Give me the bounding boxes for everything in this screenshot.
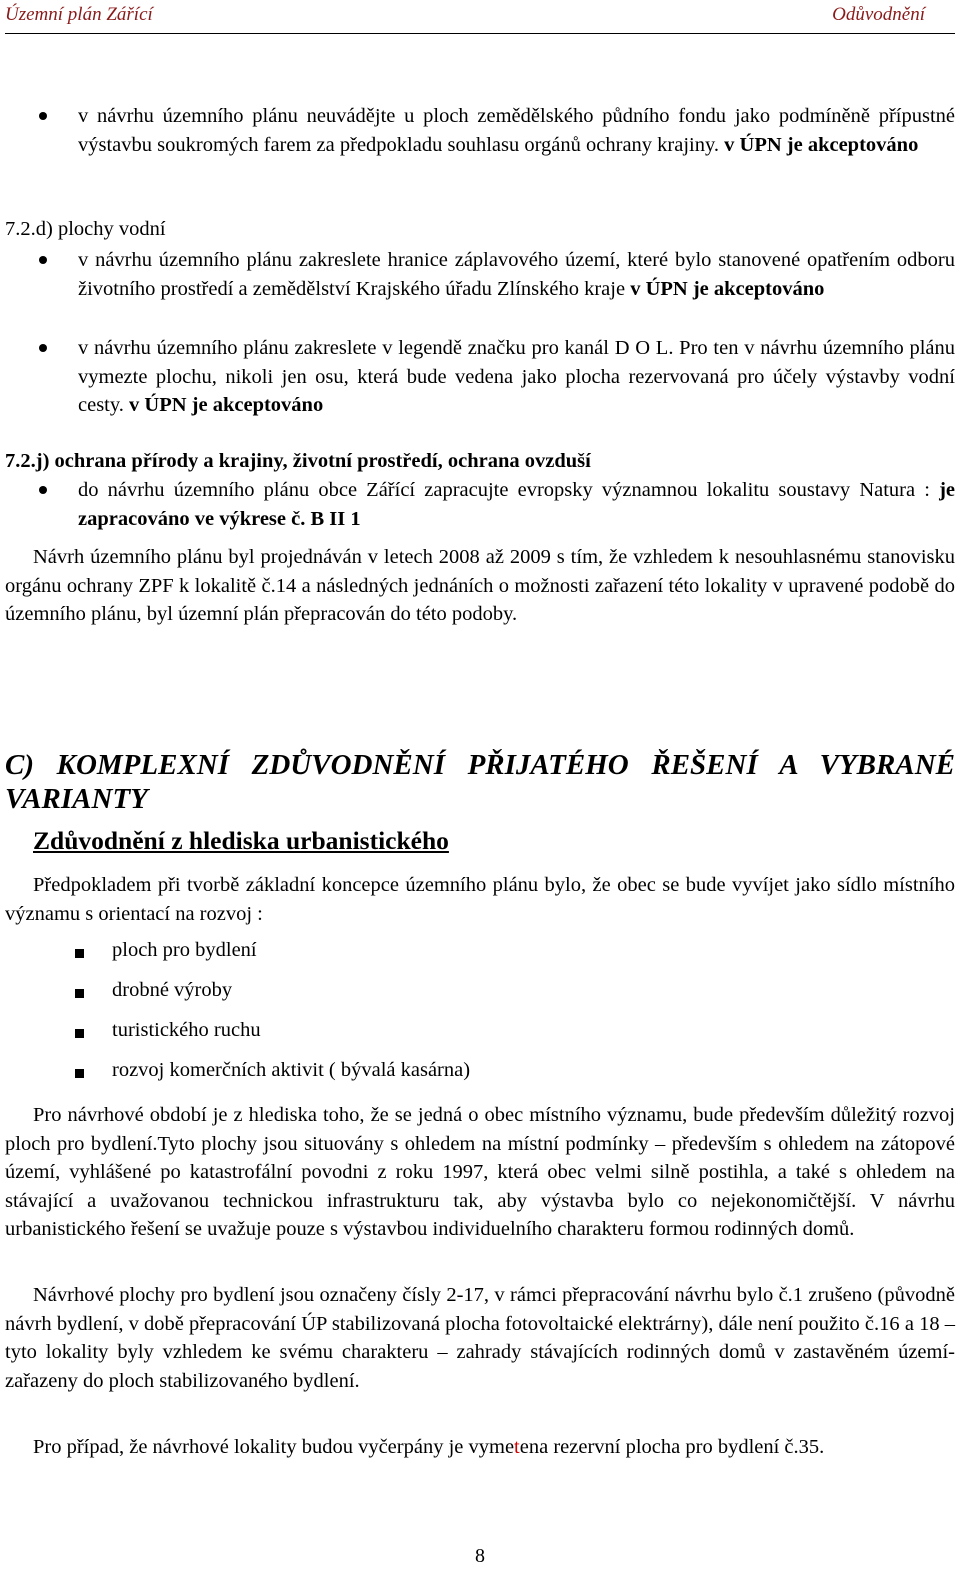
- bullet-icon: [39, 344, 47, 352]
- section-heading-text: 7.2.d) plochy vodní: [5, 218, 166, 240]
- section-heading-text: 7.2.j) ochrana přírody a krajiny, životní prostředí, ochrana ovzduší: [5, 450, 591, 472]
- list-item: drobné výroby: [112, 979, 233, 1001]
- bullet-status: v ÚPN je akceptováno: [630, 277, 825, 300]
- paragraph-text: Pro případ, že návrhové lokality budou vyčerpány je vyme: [33, 1436, 515, 1458]
- bullet-item: [5, 246, 955, 332]
- subheading: Zdůvodnění z hlediska urbanistického: [33, 826, 449, 855]
- section-heading: [5, 215, 955, 244]
- bullet-item: [5, 102, 955, 188]
- bullet-text: do návrhu územního plánu obce Zářící zapracujte evropsky významnou lokalitu soustavy Natura :: [78, 479, 930, 501]
- paragraph: Předpokladem při tvorbě základní koncepce územního plánu bylo, že obec se bude vyvíjet jako sídlo místního významu s orientací na rozvoj :: [5, 874, 955, 925]
- bullet-status: v ÚPN je akceptováno: [724, 133, 919, 156]
- bullet-status: v ÚPN je akceptováno: [129, 394, 324, 416]
- chapter-heading: C) KOMPLEXNÍ ZDŮVODNĚNÍ PŘIJATÉHO ŘEŠENÍ A VYBRANÉ VARIANTY: [5, 749, 955, 815]
- square-bullet-icon: [75, 949, 84, 958]
- bullet-text: v návrhu územního plánu neuvádějte u ploch zemědělského půdního fondu jako podmíněně přípustné výstavbu soukromých farem za předpokladu souhlasu orgánů ochrany krajiny.: [78, 105, 955, 156]
- bullet-icon: [39, 486, 47, 494]
- bullet-item: [5, 334, 955, 420]
- bullet-item: [5, 476, 955, 534]
- bullet-status: je zapracováno ve výkrese č. B II 1: [78, 479, 955, 530]
- bullet-icon: [39, 256, 47, 264]
- header-title: Územní plán Zářící: [5, 4, 153, 25]
- bullet-icon: [39, 112, 47, 120]
- bullet-text: v návrhu územního plánu zakreslete v legendě značku pro kanál D O L. Pro ten v návrhu územního plánu vymezte plochu, nikoli jen osu, která bude vedena jako plocha rezervovaná pro účely výstavby vodní cesty.: [78, 337, 955, 416]
- paragraph: Pro návrhové období je z hlediska toho, že se jedná o obec místního významu, bude především důležitý rozvoj ploch pro bydlení.Tyto plochy jsou situovány s ohledem na místní podmínky – především s ohledem na zátopové území, vyhlášené po katastrofální povodni z roku 1997, která obec velmi silně postihla, a také s ohledem na stávající a uvažovanou technickou infrastrukturu tak, aby výstavba bylo co nejekonomičtější. V návrhu urbanistického řešení se uvažuje pouze s výstavbou individuelního charakteru formou rodinných domů.: [5, 1104, 955, 1240]
- square-bullet-icon: [75, 989, 84, 998]
- paragraph: Návrhové plochy pro bydlení jsou označeny čísly 2-17, v rámci přepracování návrhu bylo č.1 zrušeno (původně návrh bydlení, v době přepracování ÚP stabilizovaná plocha fotovoltaické elektrárny), dále není použito č.16 a 18 – tyto lokality byly vzhledem ke svému charakteru – zahrady stávajících rodinných domů v zastavěném území- zařazeny do ploch stabilizovaného bydlení.: [5, 1284, 955, 1392]
- list-item: ploch pro bydlení: [112, 939, 257, 961]
- header-section: Odůvodnění: [832, 4, 925, 25]
- highlighted-char: t: [514, 1436, 520, 1458]
- section-heading: [5, 447, 955, 476]
- page-number: 8: [475, 1545, 485, 1567]
- paragraph: Návrh územního plánu byl projednáván v letech 2008 až 2009 s tím, že vzhledem k nesouhlasnému stanovisku orgánu ochrany ZPF k lokalitě č.14 a následných jednáních o možnosti zařazení této lokality v upravené podobě do územního plánu, byl územní plán přepracován do této podoby.: [5, 546, 955, 625]
- square-bullet-icon: [75, 1069, 84, 1078]
- list-item: turistického ruchu: [112, 1019, 261, 1041]
- paragraph: [5, 1433, 955, 1462]
- square-bullet-icon: [75, 1029, 84, 1038]
- bullet-text: v návrhu územního plánu zakreslete hranice záplavového území, které bylo stanovené opatřením odboru životního prostředí a zemědělství Krajského úřadu Zlínského kraje: [78, 249, 955, 300]
- paragraph-text: ena rezervní plocha pro bydlení č.35.: [519, 1436, 825, 1458]
- header-divider: [5, 33, 955, 34]
- list-item: rozvoj komerčních aktivit ( bývalá kasárna): [112, 1059, 471, 1081]
